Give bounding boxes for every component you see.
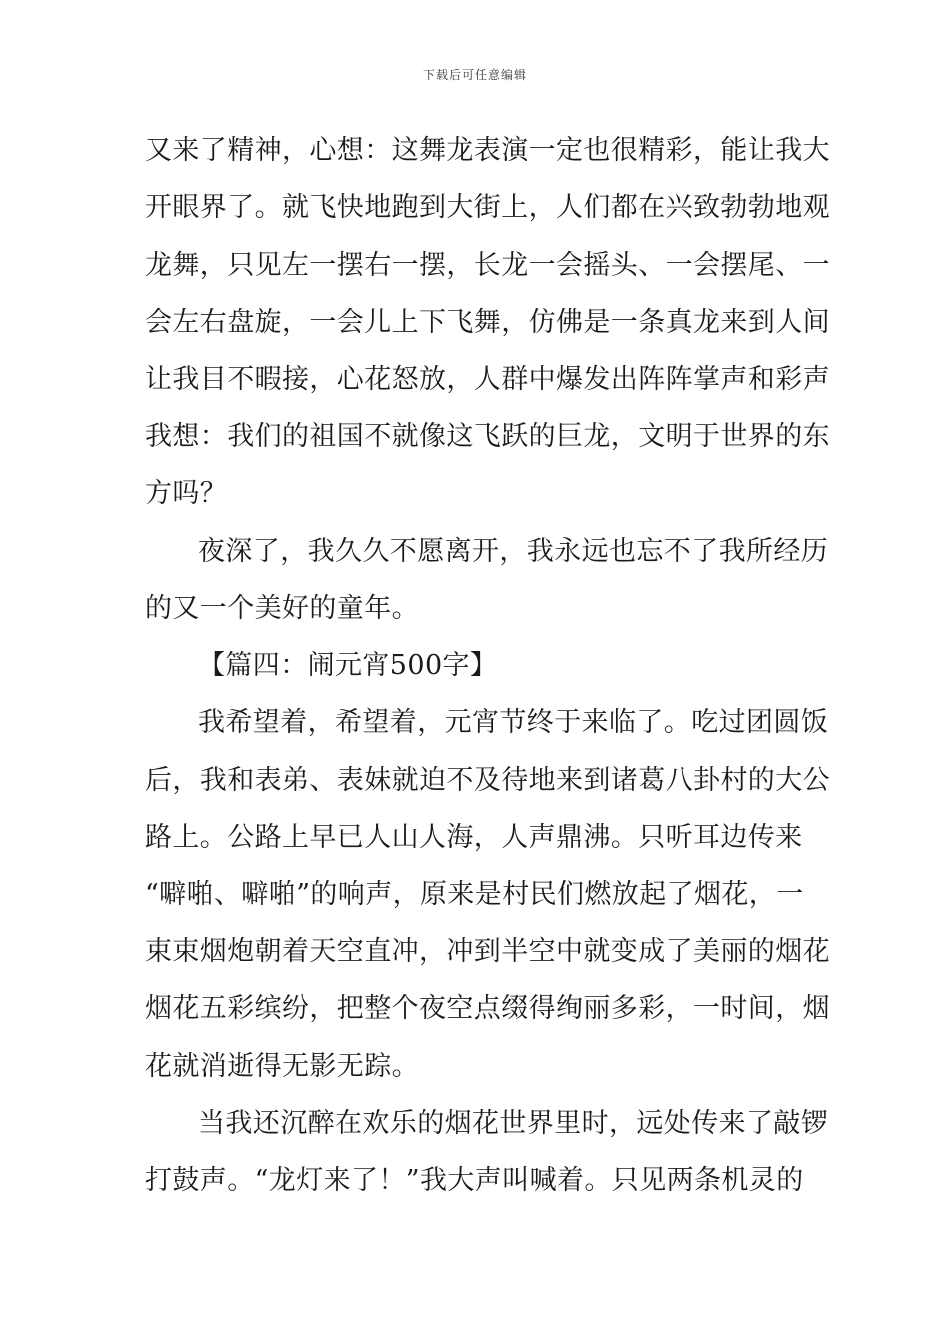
text-line: 烟花五彩缤纷，把整个夜空点缀得绚丽多彩，一时间，烟 (145, 993, 830, 1024)
text-line: 路上。公路上早已人山人海，人声鼎沸。只听耳边传来 (145, 822, 803, 853)
text-line: 会左右盘旋，一会儿上下飞舞，仿佛是一条真龙来到人间 (145, 307, 830, 338)
text-line: 束束烟炮朝着天空直冲，冲到半空中就变成了美丽的烟花 (145, 936, 830, 967)
section-heading: 【篇四：闹元宵500字】 (198, 650, 498, 681)
text-line: 开眼界了。就飞快地跑到大街上，人们都在兴致勃勃地观 (145, 192, 830, 223)
text-line: 让我目不暇接，心花怒放，人群中爆发出阵阵掌声和彩声 (145, 364, 830, 395)
text-line: 方吗？ (145, 478, 228, 509)
page-header-note: 下载后可任意编辑 (422, 68, 527, 82)
paragraph-first-line: 当我还沉醉在欢乐的烟花世界里时，远处传来了敲锣 (198, 1108, 829, 1139)
text-line: 龙舞，只见左一摆右一摆，长龙一会摇头、一会摆尾、一 (145, 250, 830, 281)
text-line: 的又一个美好的童年。 (145, 593, 419, 624)
paragraph-first-line: 夜深了，我久久不愿离开，我永远也忘不了我所经历 (198, 536, 829, 567)
text-line: 我想：我们的祖国不就像这飞跃的巨龙，文明于世界的东 (145, 421, 830, 452)
text-line: 打鼓声。“龙灯来了！”我大声叫喊着。只见两条机灵的 (145, 1165, 804, 1196)
text-line: “噼啪、噼啪”的响声，原来是村民们燃放起了烟花，一 (145, 879, 804, 910)
paragraph-first-line: 我希望着，希望着，元宵节终于来临了。吃过团圆饭 (198, 707, 829, 738)
text-line: 又来了精神，心想：这舞龙表演一定也很精彩，能让我大 (145, 135, 830, 166)
text-line: 后，我和表弟、表妹就迫不及待地来到诸葛八卦村的大公 (145, 765, 830, 796)
text-line: 花就消逝得无影无踪。 (145, 1051, 419, 1082)
